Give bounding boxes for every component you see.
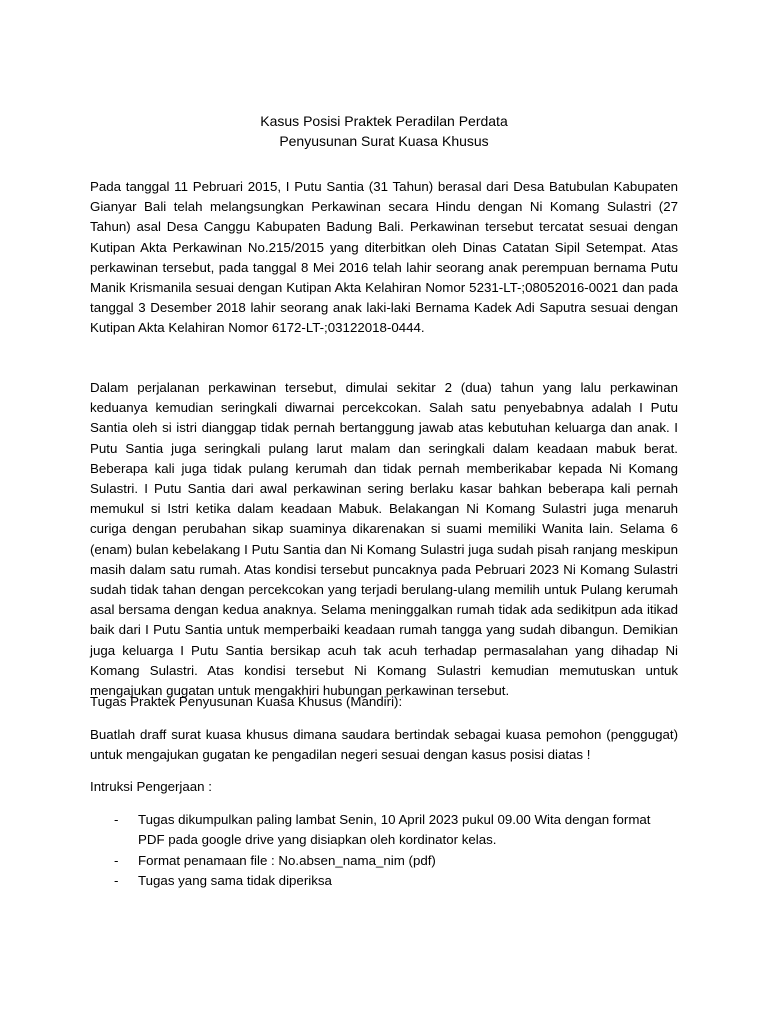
title-line-2: Penyusunan Surat Kuasa Khusus [279, 133, 489, 149]
instruction-item [90, 810, 678, 851]
instruction-text: Tugas dikumpulkan paling lambat Senin, 10 April 2023 pukul 09.00 Wita dengan format PDF pada google drive yang disiapkan oleh kordinator kelas. [138, 812, 651, 848]
instructions-list [90, 810, 678, 892]
instruction-text: Format penamaan file : No.absen_nama_nim (pdf) [138, 852, 436, 868]
bullet-dash: - [114, 812, 119, 827]
instruction-item [90, 871, 678, 891]
task-heading: Tugas Praktek Penyusunan Kuasa Khusus (Mandiri): [90, 694, 403, 709]
case-paragraph-1: Pada tanggal 11 Pebruari 2015, I Putu Santia (31 Tahun) berasal dari Desa Batubulan Kabupaten Gianyar Bali telah melangsungkan Perkawinan secara Hindu dengan Ni Komang Sulastri (27 Tahun) asal Desa Canggu Kabupaten Badung Bali. Perkawinan tersebut tercatat sesuai dengan Kutipan Akta Perkawinan No.215/2015 yang diterbitkan oleh Dinas Catatan Sipil Setempat. Atas perkawinan tersebut, pada tanggal 8 Mei 2016 telah lahir seorang anak perempuan bernama Putu Manik Krismanila sesuai dengan Kutipan Akta Kelahiran Nomor 5231-LT-;08052016-0021 dan pada tanggal 3 Desember 2018 lahir seorang anak laki-laki Bernama Kadek Adi Saputra sesuai dengan Kutipan Akta Kelahiran Nomor 6172-LT-;03122018-0444. [90, 179, 678, 336]
instructions-label: Intruksi Pengerjaan : [90, 779, 212, 794]
task-body: Buatlah draff surat kuasa khusus dimana saudara bertindak sebagai kuasa pemohon (penggugat) untuk mengajukan gugatan ke pengadilan negeri sesuai dengan kasus posisi diatas ! [90, 727, 678, 763]
instruction-text: Tugas yang sama tidak diperiksa [138, 873, 332, 889]
instruction-item [90, 851, 678, 871]
title-line-1: Kasus Posisi Praktek Peradilan Perdata [260, 113, 508, 129]
bullet-dash: - [114, 852, 119, 868]
document-title [90, 111, 678, 151]
case-paragraph-2: Dalam perjalanan perkawinan tersebut, dimulai sekitar 2 (dua) tahun yang lalu perkawinan keduanya kemudian seringkali diwarnai percekcokan. Salah satu penyebabnya adalah I Putu Santia oleh si istri dianggap tidak pernah bertanggung jawab atas kebutuhan keluarga dan anak. I Putu Santia juga seringkali pulang larut malam dan seringkali dalam keadaan mabuk berat. Beberapa kali juga tidak pulang kerumah dan tidak pernah memberikabar kepada Ni Komang Sulastri. I Putu Santia dari awal perkawinan sering berlaku kasar bahkan beberapa kali pernah memukul si Istri ketika dalam keadaan Mabuk. Belakangan Ni Komang Sulastri juga menaruh curiga dengan perubahan sikap suaminya dikarenakan si suami memiliki Wanita lain. Selama 6 (enam) bulan kebelakang I Putu Santia dan Ni Komang Sulastri juga sudah pisah ranjang meskipun masih dalam satu rumah. Atas kondisi tersebut puncaknya pada Pebruari 2023 Ni Komang Sulastri sudah tidak tahan dengan percekcokan yang terjadi berulang-ulang memilih untuk Pulang kerumah asal bersama dengan kedua anaknya. Selama meninggalkan rumah tidak ada sedikitpun ada itikad baik dari I Putu Santia untuk memperbaiki keadaan rumah tangga yang sudah dibangun. Demikian juga keluarga I Putu Santia bersikap acuh tak acuh terhadap permasalahan yang dihadap Ni Komang Sulastri. Atas kondisi tersebut Ni Komang Sulastri kemudian memutuskan untuk mengajukan gugatan untuk mengakhiri hubungan perkawinan tersebut. [90, 380, 678, 699]
bullet-dash: - [114, 873, 119, 889]
